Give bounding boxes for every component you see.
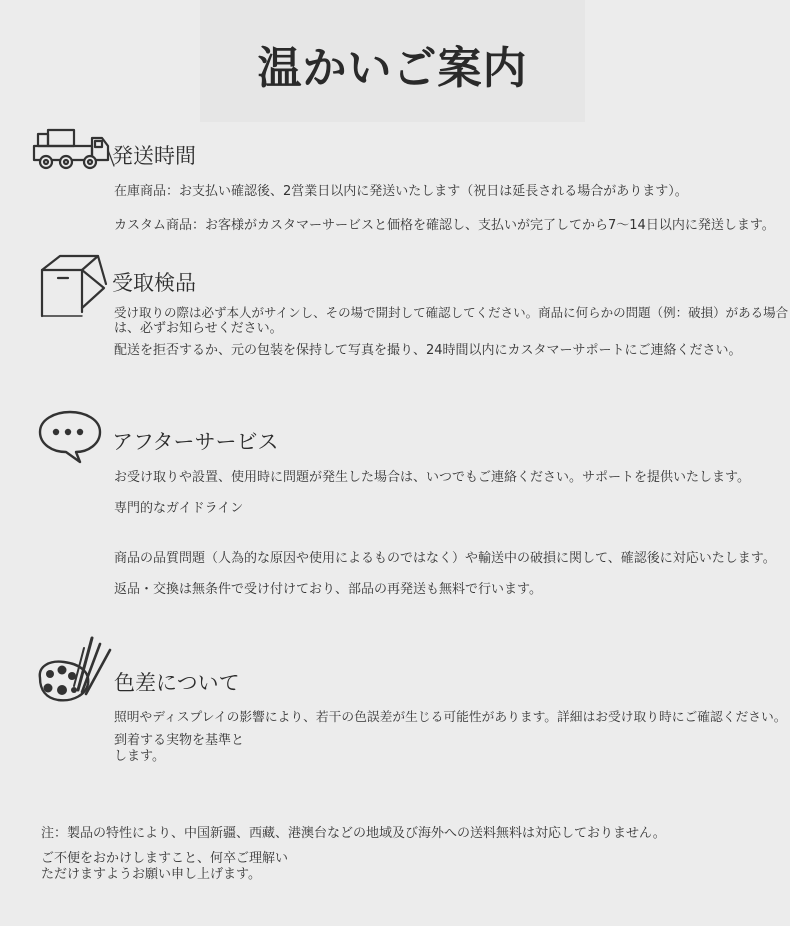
- chat-bubble-icon: [36, 408, 104, 464]
- after-sales-guideline-text: 専門的なガイドライン: [114, 501, 244, 516]
- shipping-custom-text: カスタム商品：お客様がカスタマーサービスと価格を確認し、支払いが完了してから7〜14日以内に発送します。: [114, 218, 775, 233]
- color-diff-actual-text-line1: 到着する実物を基準と: [114, 733, 245, 748]
- section-heading-inspection: 受取検品: [112, 271, 196, 295]
- apology-note-line2: ただけますようお願い申し上げます。: [41, 867, 261, 882]
- inspection-sign-text: 受け取りの際は必ず本人がサインし、その場で開封して確認してください。商品に何らかの問題（例：破損）がある場合: [114, 305, 789, 320]
- section-heading-after-sales: アフターサービス: [112, 430, 279, 454]
- palette-icon: [34, 632, 114, 704]
- after-sales-return-text: 返品・交換は無条件で受け付けており、部品の再発送も無料で行います。: [114, 582, 542, 597]
- apology-note-line1: ご不便をおかけしますこと、何卒ご理解い: [41, 851, 289, 866]
- after-sales-support-text: お受け取りや設置、使用時に問題が発生した場合は、いつでもご連絡ください。サポートを提供いたします。: [114, 470, 750, 485]
- truck-icon: [30, 126, 116, 172]
- inspection-notify-text: は、必ずお知らせください。: [114, 321, 283, 336]
- box-icon: [36, 252, 112, 324]
- section-heading-shipping: 発送時間: [112, 144, 196, 168]
- after-sales-quality-text: 商品の品質問題（人為的な原因や使用によるものではなく）や輸送中の破損に関して、確認後に対応いたします。: [114, 551, 776, 566]
- color-diff-lighting-text: 照明やディスプレイの影響により、若干の色誤差が生じる可能性があります。詳細はお受け取り時にご確認ください。: [114, 710, 787, 725]
- shipping-exclusion-note: 注：製品の特性により、中国新疆、西藏、港澳台などの地域及び海外への送料無料は対応しておりません。: [41, 826, 666, 841]
- shipping-stock-text: 在庫商品：お支払い確認後、2営業日以内に発送いたします（祝日は延長される場合があります）。: [114, 184, 688, 199]
- color-diff-actual-text-line2: します。: [114, 749, 165, 764]
- inspection-refuse-text: 配送を拒否するか、元の包装を保持して写真を撮り、24時間以内にカスタマーサポートにご連絡ください。: [114, 343, 742, 358]
- title-banner: [200, 0, 585, 122]
- page-title: 温かいご案内: [257, 43, 528, 94]
- section-heading-color-diff: 色差について: [114, 671, 240, 695]
